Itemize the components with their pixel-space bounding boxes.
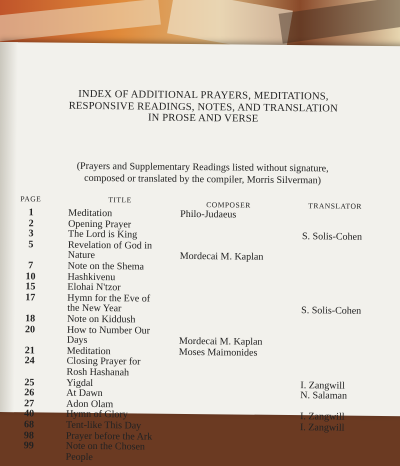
index-page-number: 2 (18, 219, 44, 229)
index-title: Hymn of Glory (66, 410, 196, 421)
index-title: People (66, 453, 196, 464)
index-page-number: 7 (18, 261, 44, 271)
index-page-number: 1 (18, 208, 44, 218)
index-heading (17, 88, 389, 126)
index-title: Note on the Chosen (66, 442, 196, 453)
index-translator: N. Salaman (300, 391, 390, 402)
heading-line: IN PROSE AND VERSE (17, 111, 389, 126)
index-translator: I. Zangwill (300, 381, 390, 392)
index-page-number: 99 (16, 441, 42, 451)
page-content (14, 42, 400, 416)
index-page-number: 68 (16, 420, 42, 430)
index-page-number: 26 (16, 388, 42, 398)
index-title: Meditation (67, 347, 197, 358)
index-title: Opening Prayer (68, 219, 198, 230)
index-title: Revelation of God in (68, 241, 198, 252)
index-translator (300, 402, 390, 403)
note-line: (Prayers and Supplementary Readings listed without signature, (17, 160, 389, 175)
index-title: The Lord is King (68, 230, 198, 241)
index-translator (301, 370, 391, 371)
index-title: Adon Olam (66, 400, 196, 411)
index-translator: I. Zangwill (300, 413, 390, 424)
painting-stroke (279, 0, 400, 44)
index-title: Tent-like This Day (66, 421, 196, 432)
index-translator (302, 275, 392, 276)
index-title: Closing Prayer for (67, 357, 197, 368)
index-page-number: 3 (18, 229, 44, 239)
heading-line: INDEX OF ADDITIONAL PRAYERS, MEDITATIONS, (17, 88, 389, 103)
column-header-composer: COMPOSER (206, 200, 251, 209)
index-composer: Mordecai M. Kaplan (180, 252, 320, 263)
index-translator (301, 360, 391, 361)
index-translator: I. Zangwill (300, 423, 390, 434)
index-page-number: 98 (16, 431, 42, 441)
index-composer: Philo-Judaeus (180, 210, 320, 221)
index-title: Hymn for the Eve of (67, 294, 197, 305)
index-translator (300, 444, 390, 445)
index-translator (300, 434, 390, 435)
index-translator (301, 296, 391, 297)
index-translator (301, 285, 391, 286)
index-title: Rosh Hashanah (66, 368, 196, 379)
index-title: the New Year (67, 304, 197, 315)
index-title: Meditation (68, 209, 198, 220)
index-title: Hashkivenu (67, 272, 197, 283)
column-header-page: PAGE (20, 194, 41, 203)
index-page-number: 5 (18, 240, 44, 250)
index-title: Days (67, 336, 197, 347)
index-translator (300, 455, 390, 456)
index-title: Nature (68, 251, 198, 262)
index-translator (302, 222, 392, 223)
index-title: Note on Kiddush (67, 315, 197, 326)
index-page-number: 18 (17, 314, 43, 324)
index-title: Elohai N'tzor (67, 283, 197, 294)
index-title: Prayer before the Ark (66, 431, 196, 442)
column-header-translator: TRANSLATOR (308, 201, 362, 211)
note-line: composed or translated by the compiler, Morris Silverman) (17, 172, 389, 187)
index-page-number: 25 (16, 378, 42, 388)
index-title: Yigdal (66, 378, 196, 389)
index-page-number: 17 (17, 293, 43, 303)
index-page-number: 27 (16, 399, 42, 409)
index-translator (302, 264, 392, 265)
index-translator (302, 243, 392, 244)
index-title: At Dawn (66, 389, 196, 400)
index-title: How to Number Our (67, 325, 197, 336)
index-page-number: 15 (17, 282, 43, 292)
index-title: Note on the Shema (68, 262, 198, 273)
book-page (0, 42, 400, 416)
index-composer: Mordecai M. Kaplan (179, 337, 319, 348)
index-page-number: 20 (17, 325, 43, 335)
index-composer: Moses Maimonides (179, 348, 319, 359)
index-translator: S. Solis-Cohen (302, 232, 392, 243)
index-note (17, 160, 389, 187)
index-page-number: 40 (16, 410, 42, 420)
index-translator: S. Solis-Cohen (301, 307, 391, 318)
index-page-number: 10 (17, 272, 43, 282)
heading-line: RESPONSIVE READINGS, NOTES, AND TRANSLATION (17, 100, 389, 115)
index-page-number: 24 (17, 357, 43, 367)
index-page-number: 21 (17, 346, 43, 356)
column-header-title: TITLE (108, 195, 131, 204)
index-translator (301, 328, 391, 329)
index-translator (301, 317, 391, 318)
painting-stroke (0, 0, 161, 43)
